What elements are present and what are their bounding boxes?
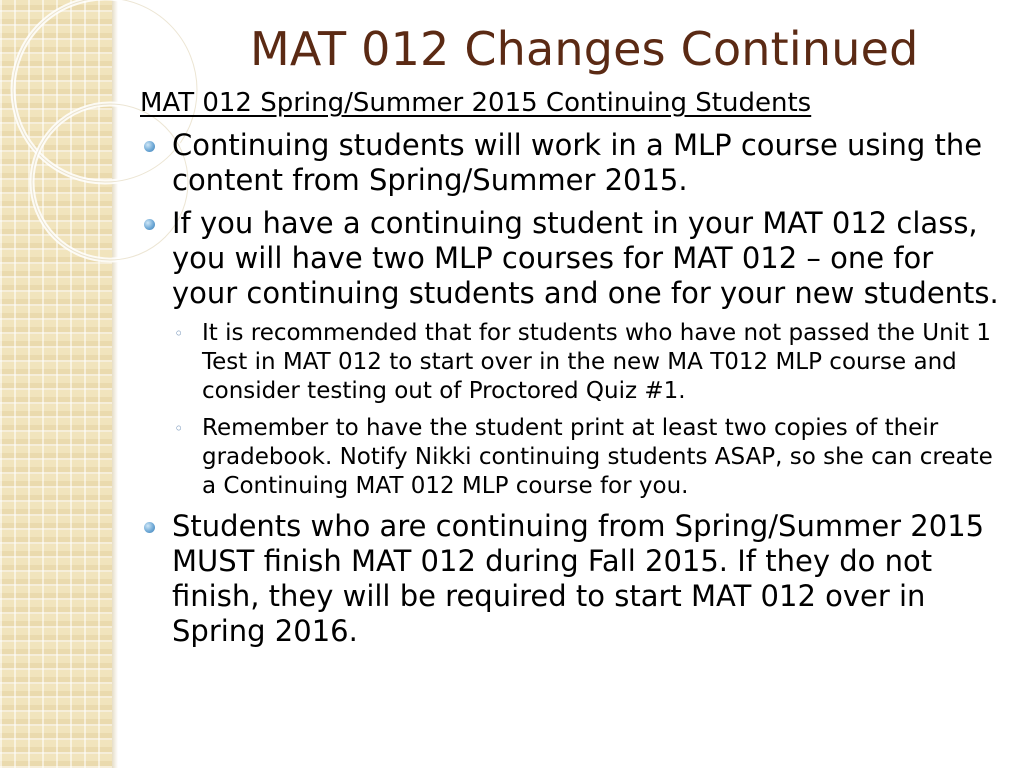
bullet-text: Continuing students will work in a MLP course using the content from Spring/Summer 2015. [172, 128, 983, 197]
bullet-icon [144, 522, 155, 533]
bullet-item [140, 206, 1002, 501]
sub-bullet-item [172, 319, 1002, 406]
sub-bullet-text: It is recommended that for students who have not passed the Unit 1 Test in MAT 012 to start over in the new MA T012 MLP course and consider testing out of Proctored Quiz #1. [202, 320, 992, 404]
bullet-text: If you have a continuing student in your MAT 012 class, you will have two MLP courses for MAT 012 – one for your continuing students and one for your new students. [172, 206, 999, 310]
sub-bullet-icon: ◦ [174, 419, 184, 438]
bullet-item [140, 509, 1002, 649]
section-subheading: MAT 012 Spring/Summer 2015 Continuing Students [140, 88, 812, 118]
slide-content [140, 88, 1002, 657]
slide-title: MAT 012 Changes Continued [250, 22, 919, 76]
sub-bullet-text: Remember to have the student print at least two copies of their gradebook. Notify Nikki continuing students ASAP, so she can create a Continuing MAT 012 MLP course for you. [202, 415, 993, 499]
bullet-icon [144, 141, 155, 152]
bullet-item [140, 128, 1002, 198]
bullet-icon [144, 219, 155, 230]
sub-bullet-icon: ◦ [174, 324, 184, 343]
sub-bullet-list [172, 319, 1002, 501]
sub-bullet-item [172, 414, 1002, 501]
bullet-text: Students who are continuing from Spring/Summer 2015 MUST finish MAT 012 during Fall 2015. If they do not finish, they will be required to start MAT 012 over in Spring 2016. [172, 509, 985, 648]
